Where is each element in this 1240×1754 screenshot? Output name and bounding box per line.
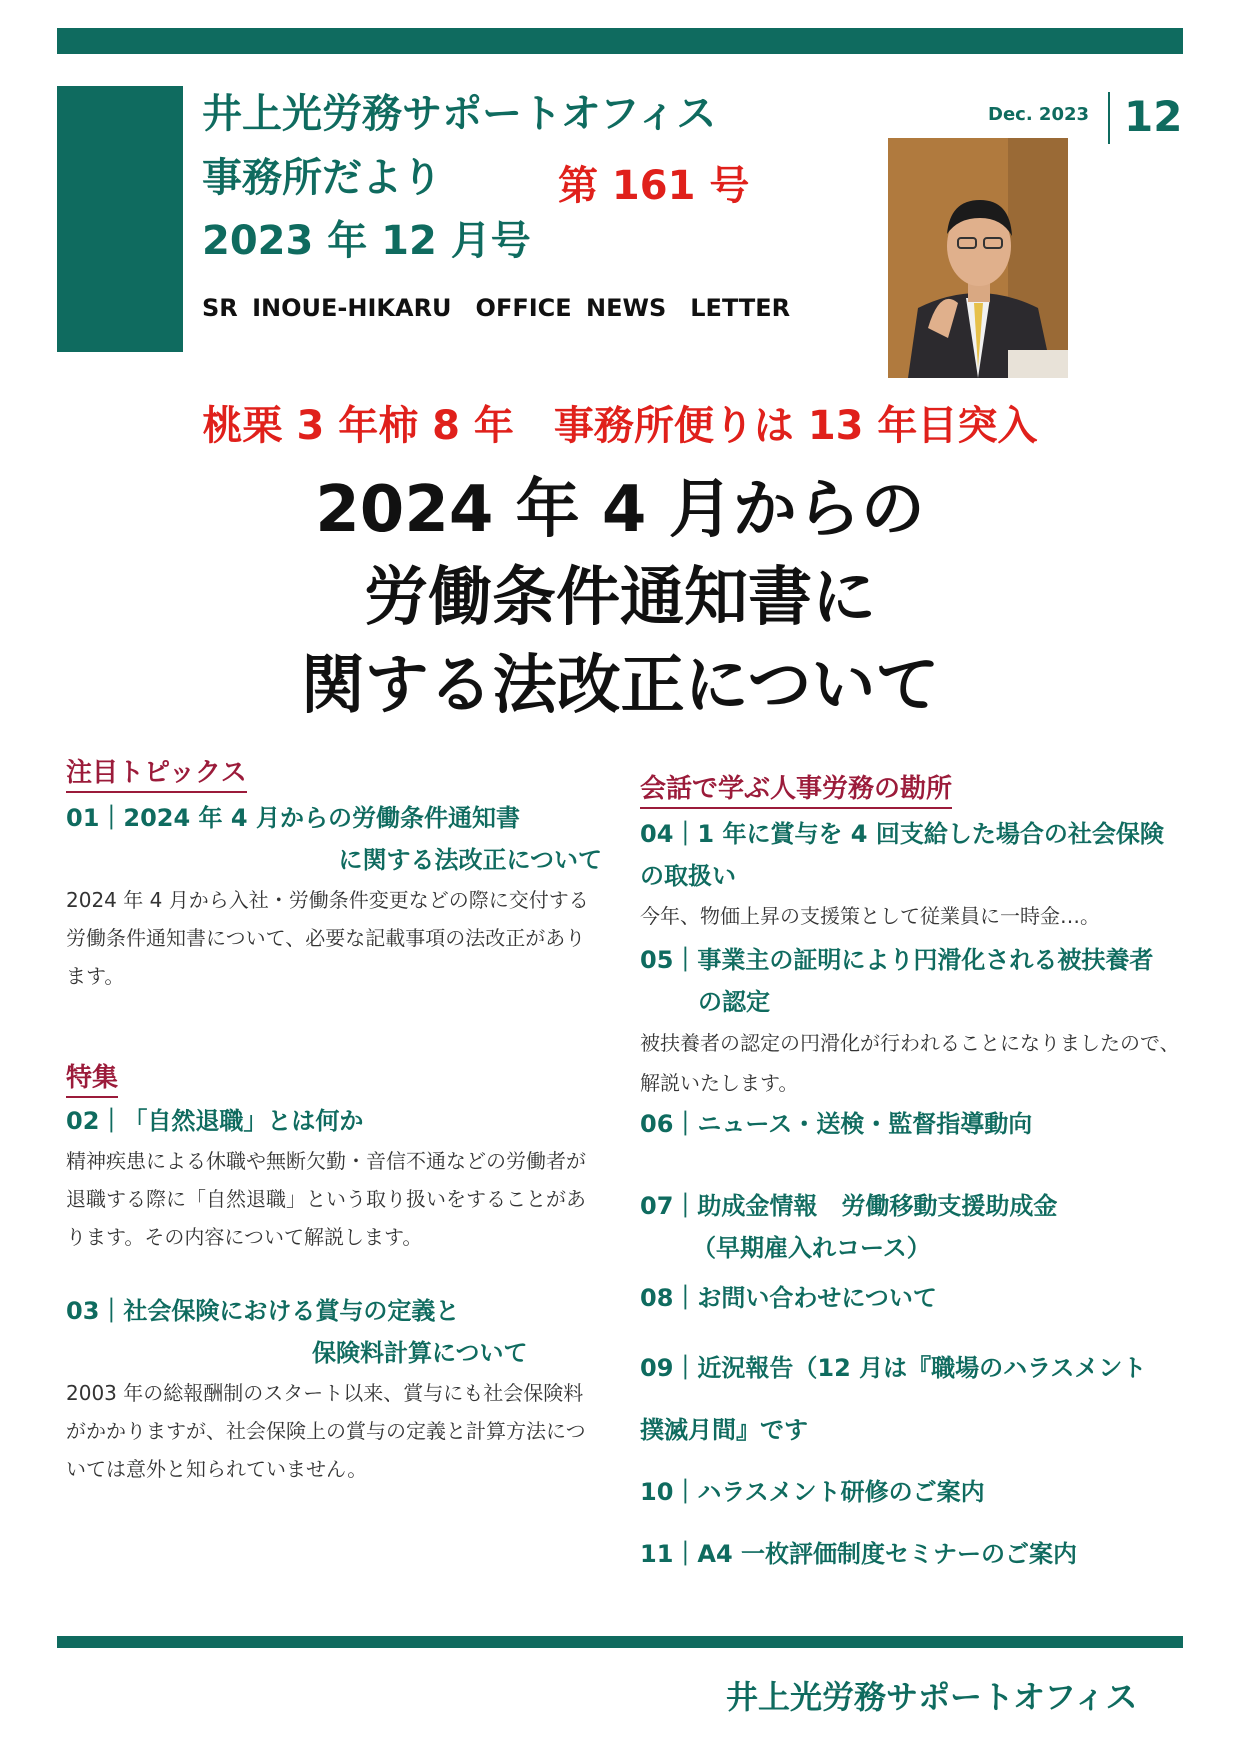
topic-08[interactable]: 08｜お問い合わせについて — [640, 1284, 937, 1312]
portrait-illustration — [888, 138, 1068, 378]
topic-01-line2: に関する法改正について — [338, 846, 602, 874]
topic-03-line2: 保険料計算について — [312, 1339, 528, 1367]
topic-05-line1: 05｜事業主の証明により円滑化される被扶養者 — [640, 946, 1154, 974]
topic-05-desc: 被扶養者の認定の円滑化が行われることになりましたので、解説いたします。 — [640, 1031, 1180, 1095]
top-bar — [57, 28, 1183, 54]
left-column — [66, 752, 602, 1488]
main-headline-line2: 労働条件通知書に — [364, 561, 876, 635]
topic-05[interactable] — [640, 939, 1180, 1023]
newsletter-title: 事務所だより — [202, 155, 442, 201]
topic-04-desc: 今年、物価上昇の支援策として従業員に一時金…。 — [640, 904, 1100, 928]
section-label-special: 特集 — [66, 1057, 118, 1098]
topic-09-line1: 09｜近況報告（12 月は『職場のハラスメント — [640, 1354, 1147, 1382]
topic-03[interactable] — [66, 1290, 602, 1374]
office-name: 井上光労務サポートオフィス — [202, 91, 717, 137]
date-divider — [1108, 92, 1110, 144]
topic-01-line1: 01｜2024 年 4 月からの労働条件通知書 — [66, 804, 520, 832]
portrait-photo — [888, 138, 1068, 378]
issue-month: 2023 年 12 月号 — [202, 218, 531, 264]
topic-09[interactable] — [640, 1337, 1180, 1461]
main-headline — [0, 466, 1240, 730]
topic-04[interactable] — [640, 813, 1180, 897]
main-headline-line3: 関する法改正について — [300, 649, 940, 723]
topic-01[interactable] — [66, 797, 602, 881]
topic-09-line2: 撲滅月間』です — [640, 1416, 808, 1444]
topic-04-line2: の取扱い — [640, 862, 736, 890]
topic-02-desc: 精神疾患による休職や無断欠勤・音信不通などの労働者が退職する際に「自然退職」という取り扱いをすることがあります。その内容について解説します。 — [66, 1149, 586, 1249]
topic-03-desc: 2003 年の総報酬制のスタート以来、賞与にも社会保険料がかかりますが、社会保険上の賞与の定義と計算方法については意外と知られていません。 — [66, 1381, 586, 1481]
topic-02[interactable] — [66, 1100, 602, 1142]
month-number: 12 — [1124, 92, 1183, 141]
proverb-headline: 桃栗 3 年柿 8 年 事務所便りは 13 年目突入 — [202, 403, 1038, 449]
header-block — [57, 86, 183, 352]
topic-11[interactable]: 11｜A4 一枚評価制度セミナーのご案内 — [640, 1540, 1078, 1568]
topic-10[interactable]: 10｜ハラスメント研修のご案内 — [640, 1478, 985, 1506]
topic-06[interactable]: 06｜ニュース・送検・監督指導動向 — [640, 1110, 1033, 1138]
right-column — [640, 768, 1180, 1575]
main-headline-line1: 2024 年 4 月からの — [315, 473, 925, 547]
subtitle-en: SR INOUE-HIKARU OFFICE NEWS LETTER — [202, 294, 791, 322]
topic-02-line1: 02｜「自然退職」とは何か — [66, 1107, 364, 1135]
topic-07-line1: 07｜助成金情報 労働移動支援助成金 — [640, 1192, 1058, 1220]
bottom-bar — [57, 1636, 1183, 1648]
issue-number: 第 161 号 — [558, 163, 750, 209]
section-label-featured-topics: 注目トピックス — [66, 752, 247, 793]
topic-03-line1: 03｜社会保険における賞与の定義と — [66, 1297, 460, 1325]
topic-07[interactable] — [640, 1185, 1180, 1269]
footer-office-name: 井上光労務サポートオフィス — [726, 1678, 1138, 1716]
topic-05-line2: の認定 — [698, 988, 770, 1016]
topic-04-line1: 04｜1 年に賞与を 4 回支給した場合の社会保険 — [640, 820, 1164, 848]
date-label: Dec. 2023 — [988, 104, 1090, 125]
topic-07-line2: （早期雇入れコース） — [692, 1234, 931, 1262]
section-label-conversation: 会話で学ぶ人事労務の勘所 — [640, 768, 952, 809]
topic-01-desc: 2024 年 4 月から入社・労働条件変更などの際に交付する労働条件通知書について、必要な記載事項の法改正があります。 — [66, 888, 589, 988]
